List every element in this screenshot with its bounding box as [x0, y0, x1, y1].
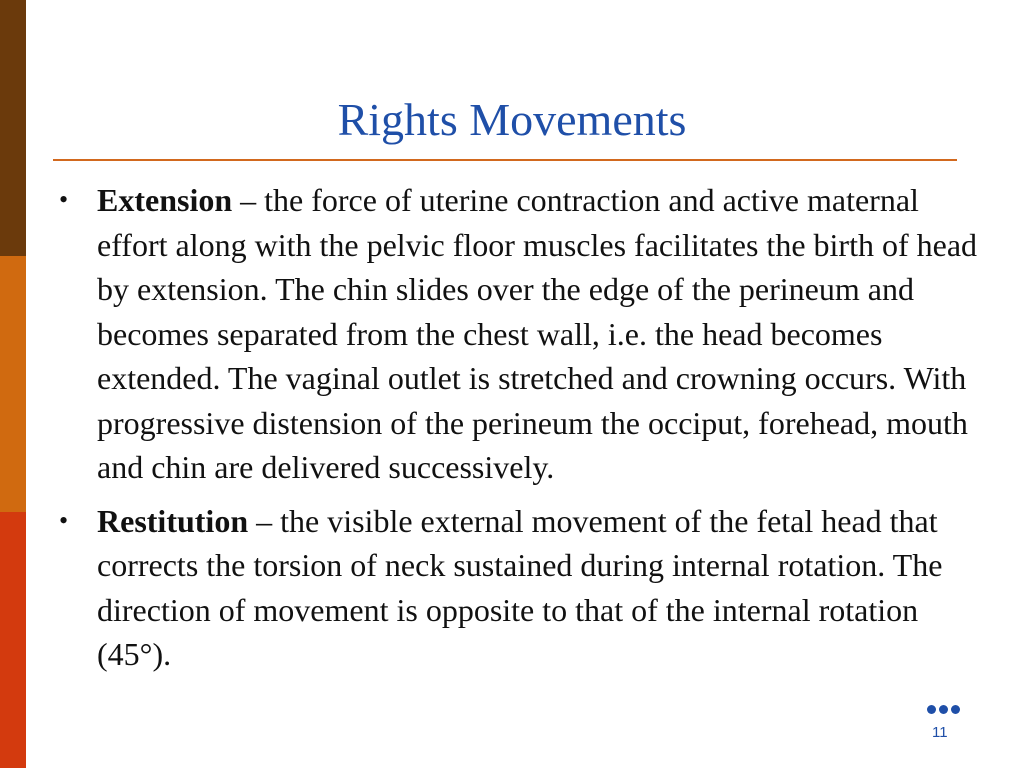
more-dots-icon — [927, 702, 963, 716]
bullet-glyph: • — [59, 505, 69, 535]
sidebar-segment-middle — [0, 256, 26, 512]
title-divider — [53, 159, 957, 161]
bullet-term: Extension — [97, 182, 233, 218]
sidebar-segment-bottom — [0, 512, 26, 768]
bullet-term: Restitution — [97, 502, 249, 539]
bullet-glyph: • — [59, 185, 69, 214]
bullet-list — [55, 178, 985, 686]
dot — [927, 705, 936, 714]
dot — [951, 705, 960, 714]
bullet-text: the visible external movement of the fetal head that corrects the torsion of neck sustained during internal rotation. The direction of movement is opposite to that of the internal rotation (45°). — [97, 502, 943, 672]
bullet-separator: – — [248, 502, 281, 539]
bullet-item-restitution — [55, 499, 985, 677]
bullet-separator: – — [232, 182, 265, 218]
page-number: 11 — [932, 724, 948, 741]
bullet-text: the force of uterine contraction and active maternal effort along with the pelvic floor muscles facilitates the birth of head by extension. The chin slides over the edge of the perineum and becomes separated from the chest wall, i.e. the head becomes extended. The vaginal outlet is stretched and crowning occurs. With progressive distension of the perineum the occiput, forehead, mouth and chin are delivered successively. — [97, 182, 978, 485]
bullet-item-extension — [55, 178, 985, 490]
slide-title: Rights Movements — [337, 94, 687, 145]
dot — [939, 705, 948, 714]
